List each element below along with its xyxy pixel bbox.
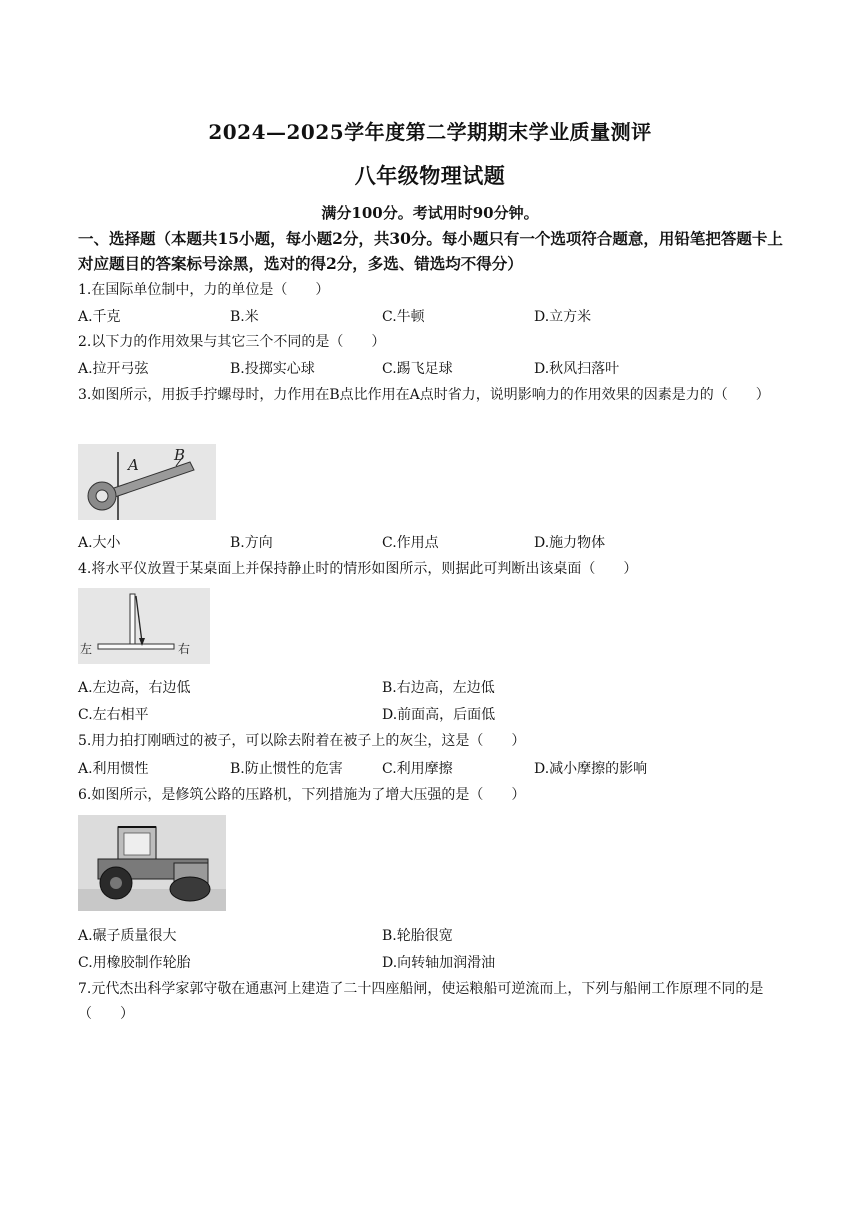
- option-c[interactable]: C.用橡胶制作轮胎: [78, 955, 191, 971]
- question-1-options: [78, 306, 798, 328]
- figure-label-right: 右: [178, 642, 191, 656]
- figure-label-left: 左: [80, 642, 93, 656]
- level-illustration: [78, 588, 210, 664]
- question-6-options-row2: [78, 952, 798, 974]
- option-c[interactable]: C.踢飞足球: [382, 361, 453, 377]
- option-b[interactable]: B.米: [230, 309, 259, 325]
- question-4-options-row1: [78, 677, 798, 699]
- figure-label-a: A: [128, 456, 139, 474]
- wrench-illustration: [78, 444, 216, 520]
- option-a[interactable]: A.大小: [78, 535, 121, 551]
- question-5-options: [78, 758, 798, 780]
- question-6-stem: 6.如图所示，是修筑公路的压路机，下列措施为了增大压强的是（ ）: [78, 787, 526, 803]
- exam-subtitle: 八年级物理试题: [354, 163, 506, 188]
- option-a[interactable]: A.左边高，右边低: [78, 680, 191, 696]
- option-b[interactable]: B.方向: [230, 535, 273, 551]
- option-b[interactable]: B.右边高，左边低: [382, 680, 495, 696]
- option-d[interactable]: D.立方米: [534, 309, 592, 325]
- option-d[interactable]: D.向转轴加润滑油: [382, 955, 496, 971]
- question-6-options-row1: [78, 925, 798, 947]
- exam-title: 2024—2025学年度第二学期期末学业质量测评: [208, 120, 652, 144]
- option-b[interactable]: B.防止惯性的危害: [230, 761, 343, 777]
- question-3-options: [78, 532, 798, 554]
- option-c[interactable]: C.左右相平: [78, 707, 149, 723]
- option-a[interactable]: A.利用惯性: [78, 761, 149, 777]
- option-c[interactable]: C.牛顿: [382, 309, 425, 325]
- option-a[interactable]: A.碾子质量很大: [78, 928, 177, 944]
- question-4-options-row2: [78, 704, 798, 726]
- option-c[interactable]: C.利用摩擦: [382, 761, 453, 777]
- question-3-stem: 3.如图所示，用扳手拧螺母时，力作用在B点比作用在A点时省力，说明影响力的作用效果的因素是力的（ ）: [78, 387, 770, 403]
- level-figure: [78, 588, 210, 664]
- question-5-stem: 5.用力拍打刚晒过的被子，可以除去附着在被子上的灰尘，这是（ ）: [78, 733, 526, 749]
- option-c[interactable]: C.作用点: [382, 535, 439, 551]
- option-d[interactable]: D.减小摩擦的影响: [534, 761, 648, 777]
- option-d[interactable]: D.施力物体: [534, 535, 606, 551]
- wrench-figure: [78, 444, 216, 520]
- question-4-stem: 4.将水平仪放置于某桌面上并保持静止时的情形如图所示，则据此可判断出该桌面（ ）: [78, 561, 638, 577]
- option-d[interactable]: D.秋风扫落叶: [534, 361, 620, 377]
- option-b[interactable]: B.轮胎很宽: [382, 928, 453, 944]
- question-7-stem: 7.元代杰出科学家郭守敬在通惠河上建造了二十四座船闸，使运粮船可逆流而上，下列与船闸工作原理不同的是（ ）: [78, 981, 764, 1022]
- question-2-options: [78, 358, 798, 380]
- question-1-stem: 1.在国际单位制中，力的单位是（ ）: [78, 282, 330, 298]
- figure-label-b: B: [174, 446, 186, 464]
- option-a[interactable]: A.千克: [78, 309, 121, 325]
- road-roller-figure: [78, 815, 226, 911]
- question-2-stem: 2.以下力的作用效果与其它三个不同的是（ ）: [78, 334, 386, 350]
- option-a[interactable]: A.拉开弓弦: [78, 361, 149, 377]
- exam-meta: 满分100分。考试用时90分钟。: [321, 204, 539, 222]
- road-roller-illustration: [78, 815, 226, 911]
- option-b[interactable]: B.投掷实心球: [230, 361, 315, 377]
- section-heading: 一、选择题（本题共15小题，每小题2分，共30分。每小题只有一个选项符合题意，用铅笔把答题卡上对应题目的答案标号涂黑，选对的得2分，多选、错选均不得分）: [78, 229, 783, 273]
- option-d[interactable]: D.前面高，后面低: [382, 707, 496, 723]
